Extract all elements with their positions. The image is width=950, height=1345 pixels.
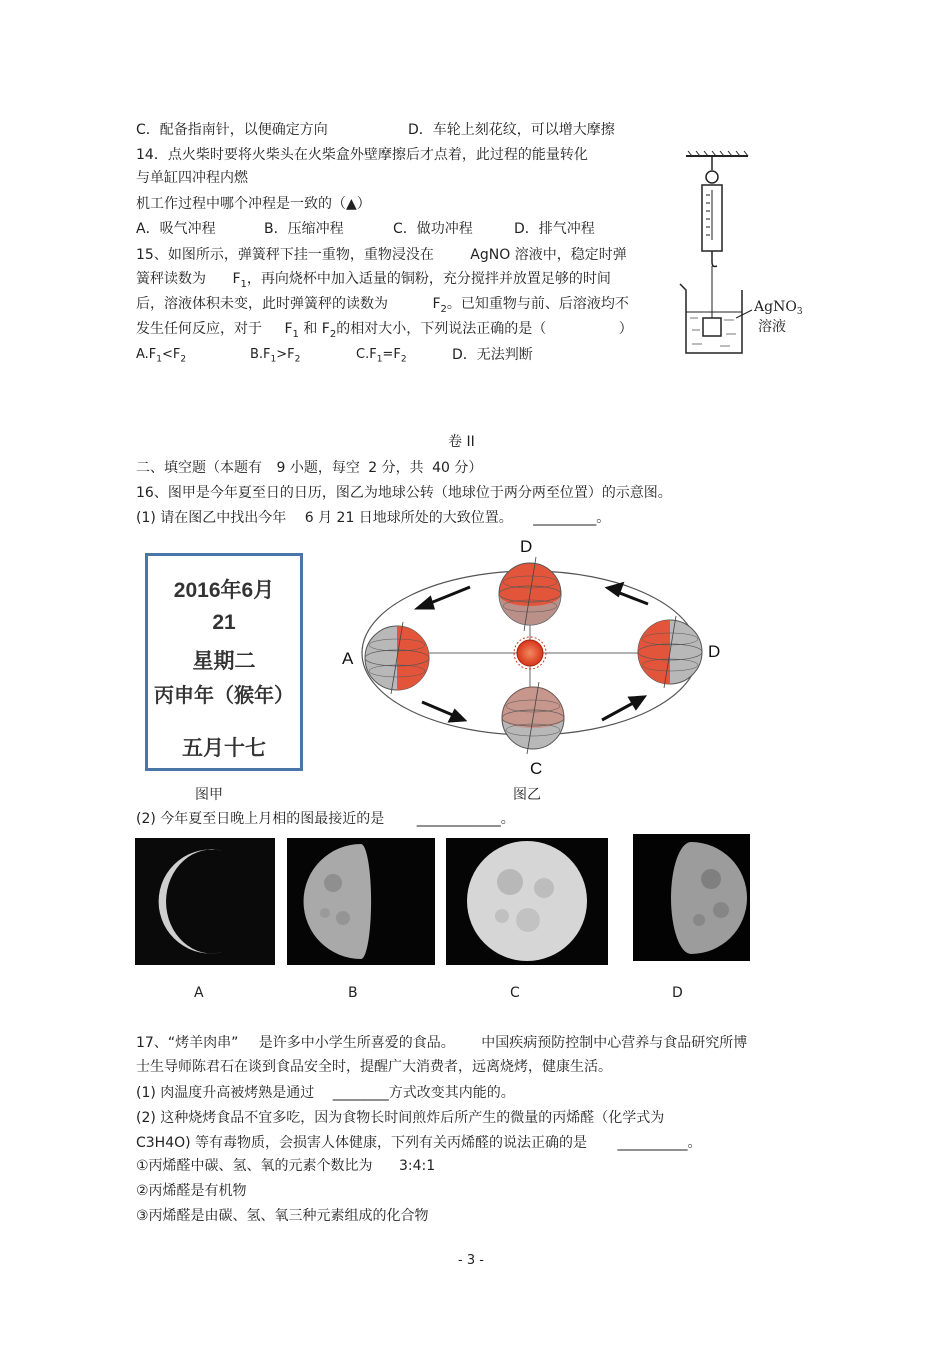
q16-p1-blank: _________。 <box>533 510 611 526</box>
q17-option-1 <box>136 1157 435 1175</box>
and-word: 和 <box>303 321 318 337</box>
subscript: 2 <box>294 354 301 365</box>
f-letter: F <box>232 271 241 287</box>
q17-p2b <box>136 1134 702 1152</box>
q16-p1-date: 6 月 21 日地球所处的大致位置。 <box>304 510 513 526</box>
q15-line1 <box>136 246 627 264</box>
q14-option-d: D．排气冲程 <box>514 221 595 237</box>
q16-p1 <box>136 509 610 527</box>
q15-line4-text: 发生任何反应，对于 <box>136 321 262 337</box>
q14-line1: 14．点火柴时要将火柴头在火柴盒外壁摩擦后才点着，此过程的能量转化 <box>136 147 588 163</box>
moon-label-c: C <box>510 985 520 1001</box>
operator: < <box>162 347 173 362</box>
header-score: 2 <box>368 460 378 476</box>
section-title: 卷 II <box>448 434 475 450</box>
subscript: 1 <box>270 354 277 365</box>
header-text2: 小题，每空 <box>289 460 360 476</box>
moon-label-d: D <box>672 985 683 1001</box>
q15-agno3: AgNO <box>470 247 511 263</box>
q13-option-c: C．配备指南针，以便确定方向 <box>136 122 328 138</box>
q17-p1-blank: ________方式改变其内能的。 <box>332 1085 515 1101</box>
calendar-figure <box>145 553 303 771</box>
header-text: 二、填空题（本题有 <box>136 460 262 476</box>
q15-option-d: D．无法判断 <box>452 347 533 363</box>
calendar-weekday: 星期二 <box>192 650 256 673</box>
earth-right-icon <box>638 616 702 688</box>
orbit-label-top: D <box>520 537 533 556</box>
caption-figure-a: 图甲 <box>195 787 223 803</box>
header-end: 分） <box>454 460 483 476</box>
q15-f1 <box>232 271 247 290</box>
q17-option-1-text: ①丙烯醛中碳、氢、氧的元素个数比为 <box>136 1158 373 1174</box>
f-letter: F <box>172 347 181 362</box>
q16-line1: 16、图甲是今年夏至日的日历，图乙为地球公转（地球位于两分两至位置）的示意图。 <box>136 485 672 501</box>
q15-line2-end: ，再向烧杯中加入适量的铜粉，充分搅拌并放置足够的时间 <box>246 271 611 287</box>
f-letter: F <box>393 347 401 362</box>
orbit-label-left: A <box>342 649 354 668</box>
q17-p2b-text: C3H4O) 等有毒物质，会损害人体健康，下列有关丙烯醛的说法正确的是 <box>136 1135 588 1151</box>
q15-line2 <box>136 270 611 294</box>
caption-figure-b: 图乙 <box>513 787 541 803</box>
subscript: 1 <box>156 354 163 365</box>
q14-line3: 机工作过程中哪个冲程是一致的（▲） <box>136 196 371 212</box>
q16-p2-blank: ____________。 <box>416 811 515 827</box>
earth-bottom-icon <box>502 682 564 754</box>
subscript: 1 <box>292 328 299 340</box>
paren-close: ） <box>618 321 633 337</box>
q17-option-3: ③丙烯醛是由碳、氢、氧三种元素组成的化合物 <box>136 1208 429 1224</box>
q17-p1 <box>136 1084 515 1102</box>
moon-label-a: A <box>194 985 204 1001</box>
q15-option-a <box>136 346 186 369</box>
header-total: 40 <box>432 460 450 476</box>
q15-line3 <box>136 295 629 319</box>
q17-line1-text3: 中国疾病预防控制中心营养与食品研究所博 <box>481 1035 748 1051</box>
subscript: 2 <box>329 328 337 340</box>
q15-line4-end: 的相对大小，下列说法正确的是（ <box>336 321 547 337</box>
q15-line2-text: 簧秤读数为 <box>136 271 206 287</box>
q14-option-b: B．压缩冲程 <box>264 221 344 237</box>
option-prefix: A.F <box>136 347 157 362</box>
q17-line1-text: 17、“烤羊肉串” <box>136 1035 239 1051</box>
q13-option-d: D．车轮上刻花纹，可以增大摩擦 <box>408 122 615 138</box>
header-text3: 分，共 <box>381 460 424 476</box>
q15-option-b <box>250 346 300 369</box>
q17-line1-text2: 是许多中小学生所喜爱的食品。 <box>258 1035 455 1051</box>
q17-option-2: ②丙烯醛是有机物 <box>136 1183 247 1199</box>
subscript: 2 <box>440 303 447 315</box>
subscript: 1 <box>376 354 383 365</box>
f-letter: F <box>284 321 293 337</box>
calendar-year-month: 2016年6月 <box>173 579 275 602</box>
earth-top-icon <box>499 557 561 631</box>
q17-p2-blank: __________。 <box>617 1135 702 1151</box>
q15-f2 <box>432 296 447 315</box>
solution-label: 溶液 <box>758 319 786 335</box>
orbit-label-bottom: C <box>530 759 543 778</box>
f-letter: F <box>321 321 330 337</box>
page-number: - 3 - <box>458 1253 484 1268</box>
q15-line1-end: 溶液中，稳定时弹 <box>514 247 627 263</box>
f-letter: F <box>432 296 441 312</box>
q17-line1 <box>136 1034 747 1052</box>
moon-image-b <box>287 838 435 965</box>
sun-icon <box>514 637 546 669</box>
q16-p2-text: (2) 今年夏至日晚上月相的图最接近的是 <box>136 811 385 827</box>
calendar-lunar-date: 五月十七 <box>182 737 266 760</box>
earth-left-icon <box>365 622 429 694</box>
option-prefix: C.F <box>356 347 377 362</box>
orbit-diagram <box>330 532 730 782</box>
q14-option-a: A．吸气冲程 <box>136 221 216 237</box>
agno3-subscript: 3 <box>796 307 803 317</box>
q14-option-c: C．做功冲程 <box>393 221 473 237</box>
q15-line1-text: 15、如图所示，弹簧秤下挂一重物，重物浸没在 <box>136 247 434 263</box>
orbit-label-right: D <box>708 642 721 661</box>
q16-p1-text: (1) 请在图乙中找出今年 <box>136 510 287 526</box>
q17-ratio: 3:4:1 <box>399 1158 436 1174</box>
subscript: 1 <box>240 278 247 290</box>
q16-p2 <box>136 810 515 828</box>
f-letter: F <box>287 347 295 362</box>
agno3-text: AgNO <box>754 299 797 315</box>
moon-image-a <box>135 838 275 965</box>
moon-label-b: B <box>348 985 358 1001</box>
section-header <box>136 459 482 477</box>
moon-image-c <box>446 838 608 965</box>
agno3-label <box>753 299 803 317</box>
q17-p2: (2) 这种烧烤食品不宜多吃，因为食物长时间煎炸后所产生的微量的丙烯醛（化学式为 <box>136 1110 665 1126</box>
option-prefix: B.F <box>250 347 271 362</box>
q15-line3-end: 。已知重物与前、后溶液均不 <box>446 296 629 312</box>
subscript: 2 <box>180 354 187 365</box>
operator: > <box>276 347 288 362</box>
moon-image-d <box>633 834 750 961</box>
q15-line4 <box>136 320 633 344</box>
spring-balance-figure <box>676 150 811 360</box>
q15-line3-text: 后，溶液体积未变，此时弹簧秤的读数为 <box>136 296 388 312</box>
q15-option-c <box>356 346 407 369</box>
q17-line2: 士生导师陈君石在谈到食品安全时，提醒广大消费者，远离烧烤，健康生活。 <box>136 1059 612 1075</box>
calendar-day: 21 <box>212 611 236 634</box>
subscript: 2 <box>400 354 407 365</box>
header-num: 9 <box>276 460 286 476</box>
calendar-lunar-year: 丙申年（猴年） <box>154 685 294 707</box>
q17-p1-text: (1) 肉温度升高被烤熟是通过 <box>136 1085 315 1101</box>
q14-line2: 与单缸四冲程内燃 <box>136 170 248 186</box>
operator: = <box>382 347 394 362</box>
